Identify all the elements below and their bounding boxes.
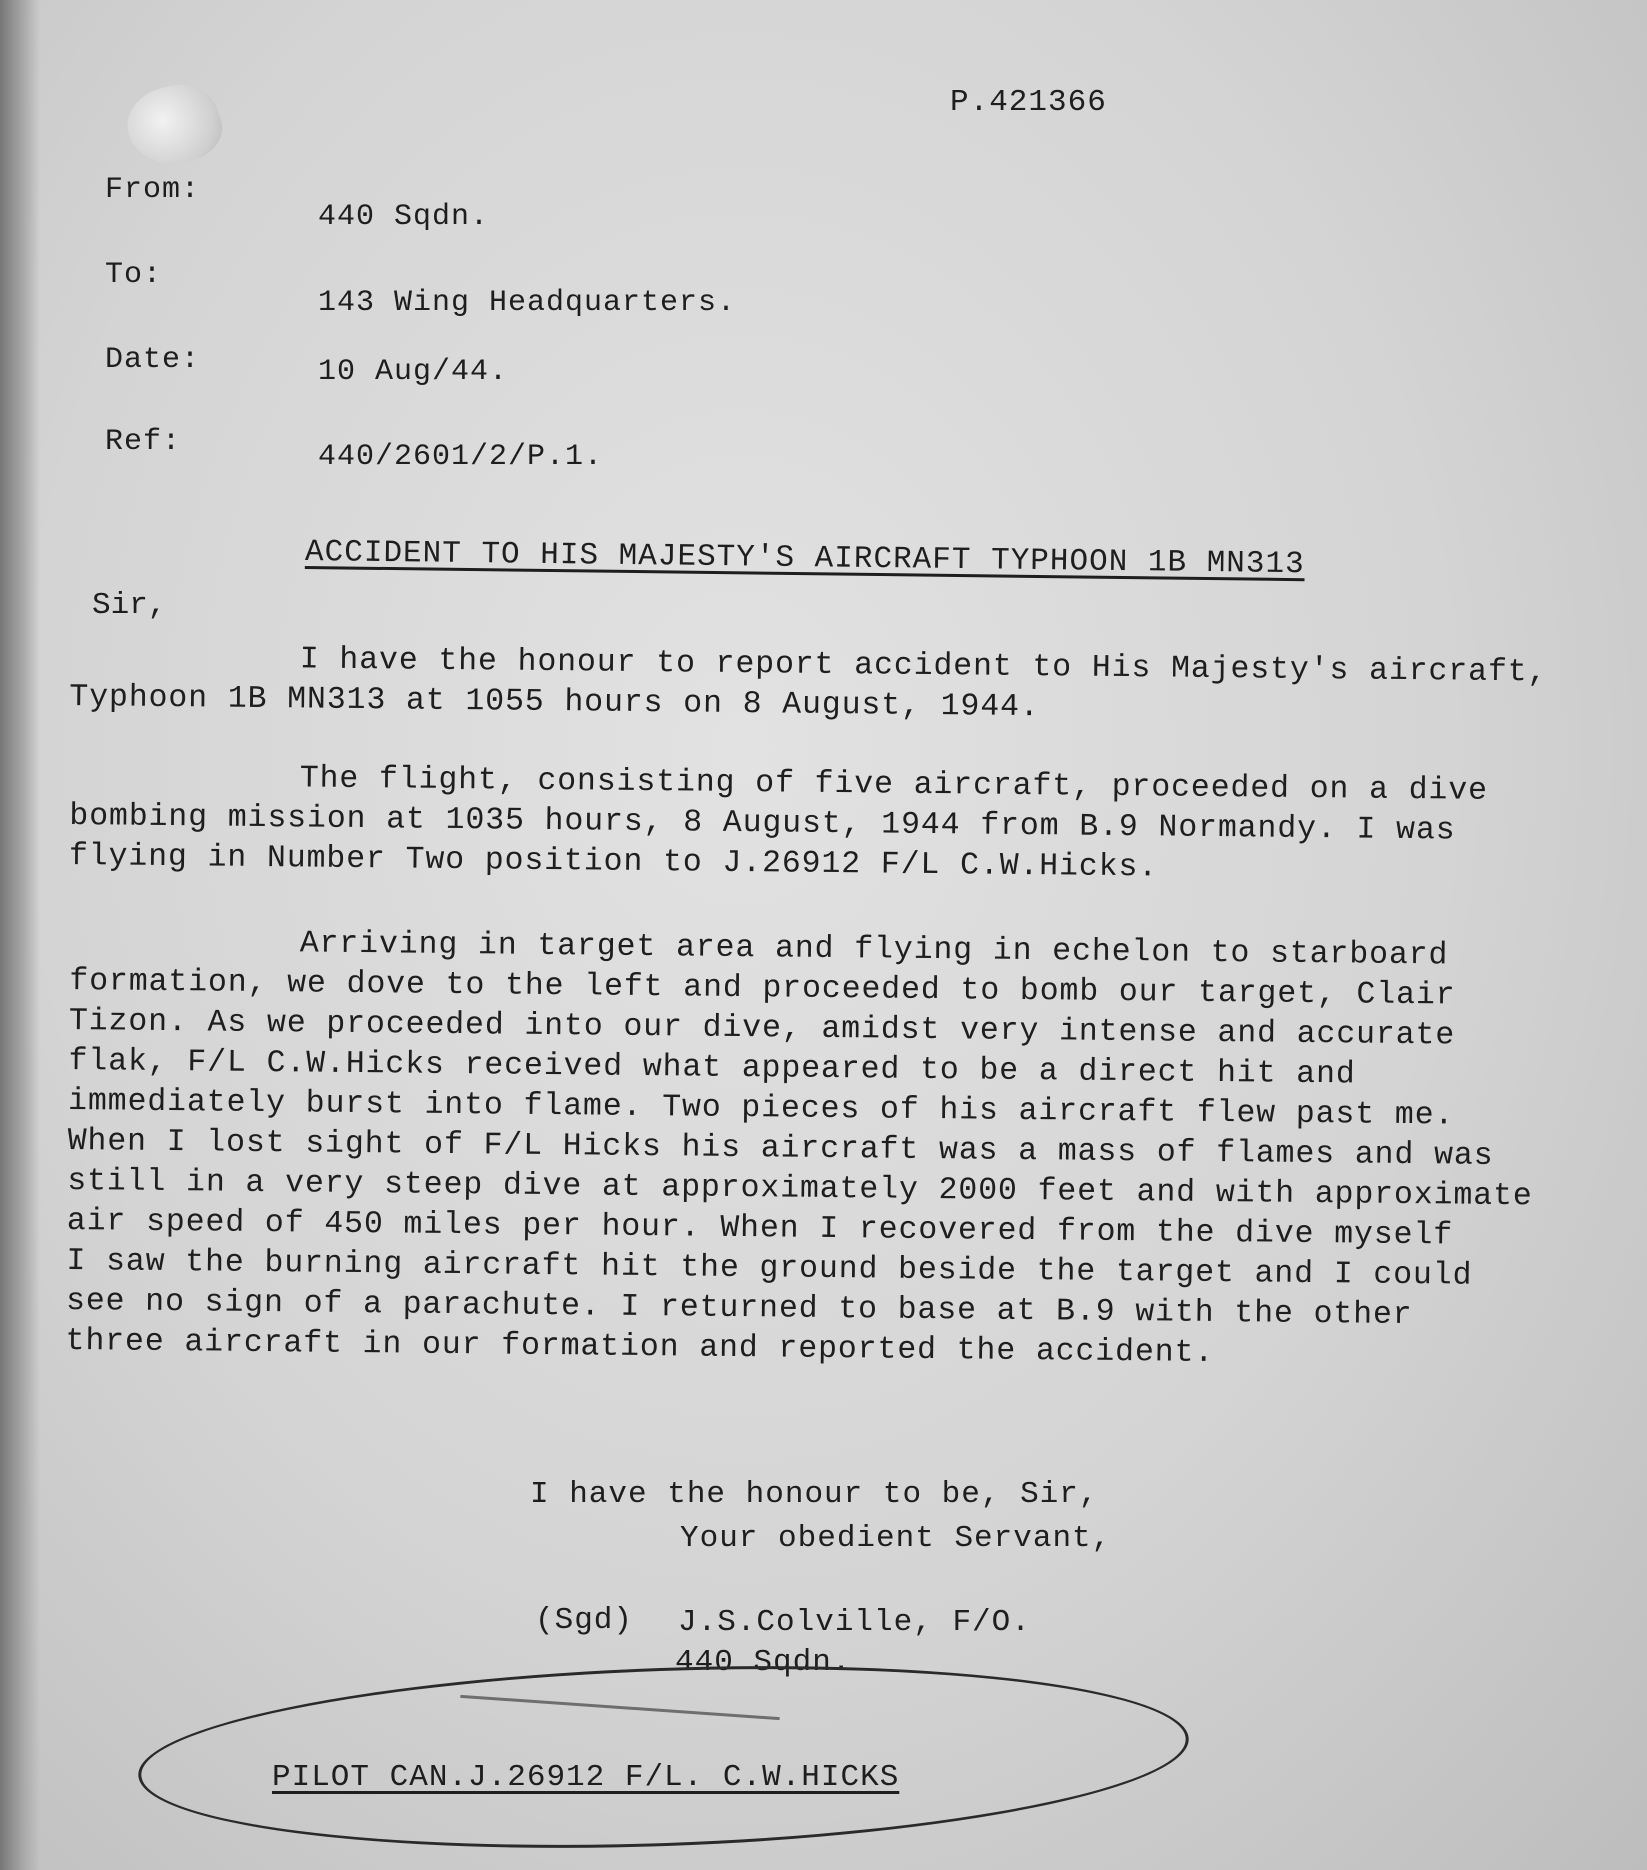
reference-number: P.421366 [950, 85, 1107, 120]
paragraph-line: see no sign of a parachute. I returned to base at B.9 with the other [65, 1283, 1413, 1334]
paragraph-line: I saw the burning aircraft hit the ground beside the target and I could [66, 1243, 1473, 1294]
paragraph-line: I have the honour to report accident to His Majesty's aircraft, [299, 642, 1548, 691]
signature-name: J.S.Colville, F/O. [678, 1605, 1031, 1640]
paper-tear-mark [118, 74, 230, 177]
paragraph-line: flak, F/L C.W.Hicks received what appeared to be a direct hit and [68, 1043, 1356, 1093]
paragraph-line: three aircraft in our formation and reported the accident. [65, 1323, 1215, 1372]
paragraph-2 [69, 757, 1630, 893]
pilot-line: PILOT CAN.J.26912 F/L. C.W.HICKS [272, 1760, 900, 1795]
salutation: Sir, [92, 588, 167, 623]
document-title: ACCIDENT TO HIS MAJESTY'S AIRCRAFT TYPHOON 1B MN313 [304, 535, 1305, 583]
paragraph-line: immediately burst into flame. Two pieces of his aircraft flew past me. [67, 1083, 1455, 1134]
signature-sgd: (Sgd) [535, 1603, 634, 1638]
closing-block [530, 1473, 1111, 1561]
paragraph-1 [69, 638, 1630, 734]
paragraph-line: The flight, consisting of five aircraft, proceeded on a dive [299, 761, 1489, 809]
from-label: From: [105, 173, 201, 207]
signature-unit: 440 Sqdn. [675, 1645, 852, 1680]
closing-line-1: I have the honour to be, Sir, [530, 1477, 1099, 1512]
paragraph-line: formation, we dove to the left and proceeded to bomb our target, Clair [69, 963, 1456, 1014]
paragraph-line: Tizon. As we proceeded into our dive, amidst very intense and accurate [68, 1003, 1456, 1054]
paragraph-line: still in a very steep dive at approximately 2000 feet and with approximate [67, 1163, 1533, 1215]
paragraph-line: When I lost sight of F/L Hicks his aircraft was a mass of flames and was [67, 1123, 1494, 1174]
paragraph-line: Typhoon 1B MN313 at 1055 hours on 8 August, 1944. [69, 679, 1040, 726]
date-value: 10 Aug/44. [318, 355, 509, 389]
from-value: 440 Sqdn. [318, 200, 490, 234]
to-label: To: [105, 258, 163, 292]
date-label: Date: [105, 343, 201, 377]
paragraph-line: Arriving in target area and flying in echelon to starboard [299, 926, 1449, 974]
paragraph-line: flying in Number Two position to J.26912 F/L C.W.Hicks. [68, 838, 1159, 886]
paragraph-line: air speed of 450 miles per hour. When I recovered from the dive myself [66, 1203, 1454, 1254]
pilot-circle-mark [135, 1650, 1192, 1865]
closing-line-2: Your obedient Servant, [680, 1521, 1112, 1556]
to-value: 143 Wing Headquarters. [318, 286, 737, 320]
page-shadow-edge [0, 0, 40, 1870]
paragraph-3 [65, 922, 1630, 1378]
paragraph-line: bombing mission at 1035 hours, 8 August, 1944 from B.9 Normandy. I was [69, 798, 1456, 849]
ref-value: 440/2601/2/P.1. [318, 440, 604, 474]
ref-label: Ref: [105, 425, 182, 459]
